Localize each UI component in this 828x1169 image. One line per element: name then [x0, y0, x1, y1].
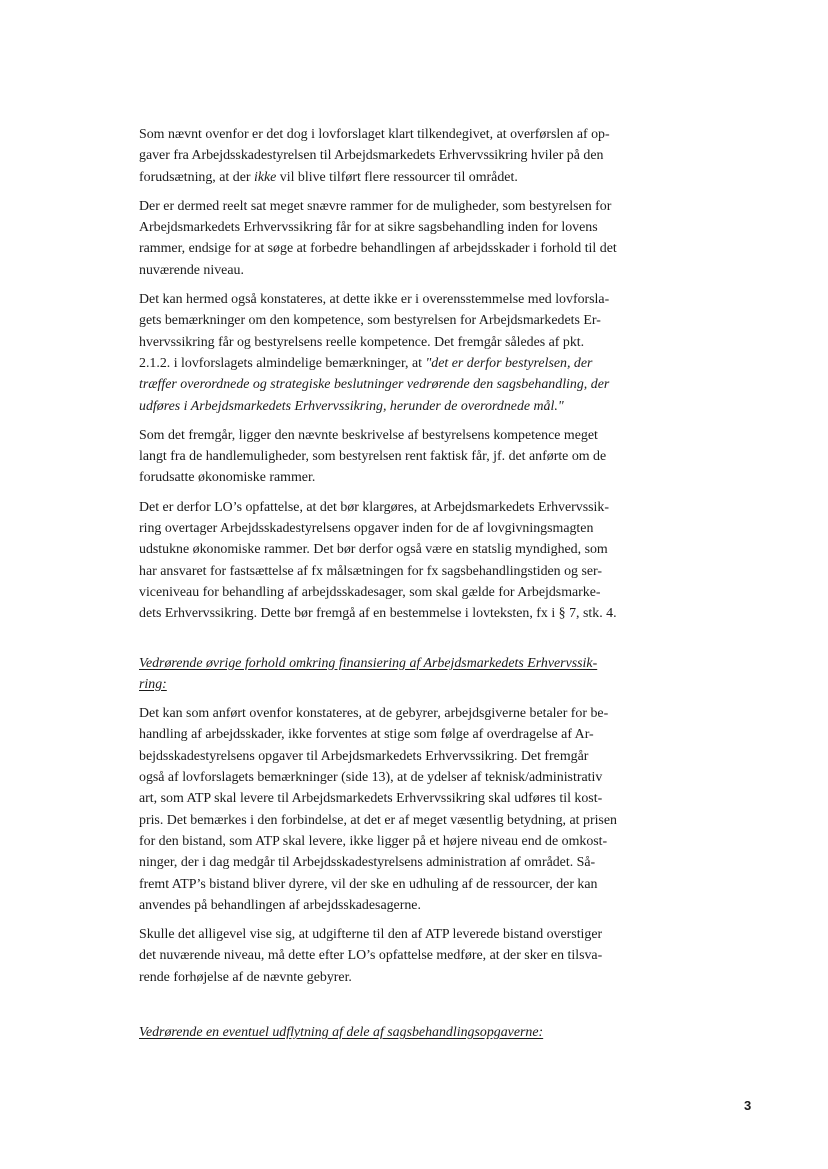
paragraph-line: Arbejdsmarkedets Erhvervssikring får for at sikre sagsbehandling inden for lovens — [139, 220, 598, 236]
paragraph-line: ring overtager Arbejdsskadestyrelsens opgaver inden for de af lovgivningsmagten — [139, 521, 594, 537]
paragraph-line: anvendes på behandlingen af arbejdsskadesagerne. — [139, 897, 421, 913]
paragraph-line: fremt ATP’s bistand bliver dyrere, vil der ske en udhuling af de ressourcer, der kan — [139, 876, 598, 892]
section-heading-udflytning — [139, 1022, 687, 1043]
emphasis-text: ikke — [253, 169, 277, 185]
paragraph-line: 2.1.2. i lovforslagets almindelige bemærkninger, at "det er derfor bestyrelsen, der — [139, 355, 593, 371]
section-finansiering — [139, 703, 687, 988]
paragraph-line: pris. Det bemærkes i den forbindelse, at det er af meget væsentlig betydning, at prisen — [139, 812, 617, 828]
paragraph-line: forudsætning, at der ikke vil blive tilført flere ressourcer til området. — [139, 169, 518, 185]
paragraph-line: rende forhøjelse af de nævnte gebyrer. — [139, 969, 352, 985]
paragraph-line: nuværende niveau. — [139, 262, 244, 278]
paragraph-line: ninger, der i dag medgår til Arbejdsskadestyrelsens administration af området. Så- — [139, 855, 596, 871]
paragraph-line: langt fra de handlemuligheder, som bestyrelsen rent faktisk får, jf. det anførte om de — [139, 449, 607, 465]
paragraph-line: Som nævnt ovenfor er det dog i lovforslaget klart tilkendegivet, at overførslen af op- — [139, 127, 610, 142]
heading-line: Vedrørende en eventuel udflytning af dele af sagsbehandlingsopgaverne: — [139, 1024, 544, 1040]
paragraph-line — [139, 374, 687, 395]
paragraph — [139, 196, 687, 281]
paragraph-line: det nuværende niveau, må dette efter LO’s opfattelse medføre, at der sker en tilsva- — [139, 948, 603, 964]
paragraph — [139, 289, 687, 417]
paragraph-line: forudsatte økonomiske rammer. — [139, 470, 316, 486]
paragraph-line: bejdsskadestyrelsens opgaver til Arbejdsmarkedets Erhvervssikring. Det fremgår — [139, 748, 589, 764]
paragraph-line: Det kan som anført ovenfor konstateres, at de gebyrer, arbejdsgiverne betaler for be- — [139, 706, 609, 722]
paragraph-line: for den bistand, som ATP skal levere, ikke ligger på et højere niveau end de omkost- — [139, 833, 608, 849]
heading-line: Vedrørende øvrige forhold omkring finansiering af Arbejdsmarkedets Erhvervssik- — [139, 655, 598, 671]
paragraph — [139, 497, 687, 625]
section-heading-finansiering — [139, 653, 687, 696]
paragraph — [139, 703, 687, 916]
emphasis-text: træffer overordnede og strategiske beslutninger vedrørende den sagsbehandling, der — [139, 377, 610, 393]
paragraph-line: handling af arbejdsskader, ikke forventes at stige som følge af overdragelse af Ar- — [139, 727, 594, 743]
paragraph-line: har ansvaret for fastsættelse af fx målsætningen for fx sagsbehandlingstiden og ser- — [139, 563, 603, 579]
paragraph-line: Skulle det alligevel vise sig, at udgifterne til den af ATP leverede bistand overstiger — [139, 927, 603, 943]
emphasis-text: "det er derfor bestyrelsen, der — [425, 355, 593, 371]
paragraph-line: Det kan hermed også konstateres, at dette ikke er i overensstemmelse med lovforsla- — [139, 292, 610, 308]
heading-line: ring: — [139, 676, 167, 692]
paragraph-line: Det er derfor LO’s opfattelse, at det bør klargøres, at Arbejdsmarkedets Erhvervssik- — [139, 499, 609, 515]
paragraph — [139, 425, 687, 489]
paragraph-line: Som det fremgår, ligger den nævnte beskrivelse af bestyrelsens kompetence meget — [139, 427, 598, 443]
document-body — [139, 124, 687, 1051]
paragraph-line: Der er dermed reelt sat meget snævre rammer for de muligheder, som bestyrelsen for — [139, 198, 612, 214]
paragraph-line: gaver fra Arbejdsskadestyrelsen til Arbejdsmarkedets Erhvervssikring hviler på den — [139, 148, 604, 164]
section-spacer — [139, 633, 687, 653]
page-number: 3 — [744, 1098, 752, 1113]
paragraph-line: også af lovforslagets bemærkninger (side 13), at de ydelser af teknisk/administrativ — [139, 770, 603, 786]
paragraph-line — [139, 396, 687, 417]
paragraph-line: gets bemærkninger om den kompetence, som bestyrelsen for Arbejdsmarkedets Er- — [139, 313, 601, 329]
paragraph — [139, 924, 687, 988]
emphasis-text: udføres i Arbejdsmarkedets Erhvervssikring, herunder de overordnede mål." — [139, 398, 564, 414]
section-bestyrelsens-kompetence — [139, 124, 687, 625]
paragraph-line: rammer, endsige for at søge at forbedre behandlingen af arbejdsskader i forhold til det — [139, 241, 617, 257]
paragraph — [139, 124, 687, 188]
paragraph-line: viceniveau for behandling af arbejdsskadesager, som skal gælde for Arbejdsmarke- — [139, 584, 601, 600]
paragraph-line: dets Erhvervssikring. Dette bør fremgå af en bestemmelse i lovteksten, fx i § 7, stk. 4. — [139, 606, 617, 622]
paragraph-line: udstukne økonomiske rammer. Det bør derfor også være en statslig myndighed, som — [139, 542, 608, 558]
section-spacer — [139, 996, 687, 1022]
paragraph-line: art, som ATP skal levere til Arbejdsmarkedets Erhvervssikring skal udføres til kost- — [139, 791, 603, 807]
paragraph-line: hvervssikring får og bestyrelsens reelle kompetence. Det fremgår således af pkt. — [139, 334, 585, 350]
